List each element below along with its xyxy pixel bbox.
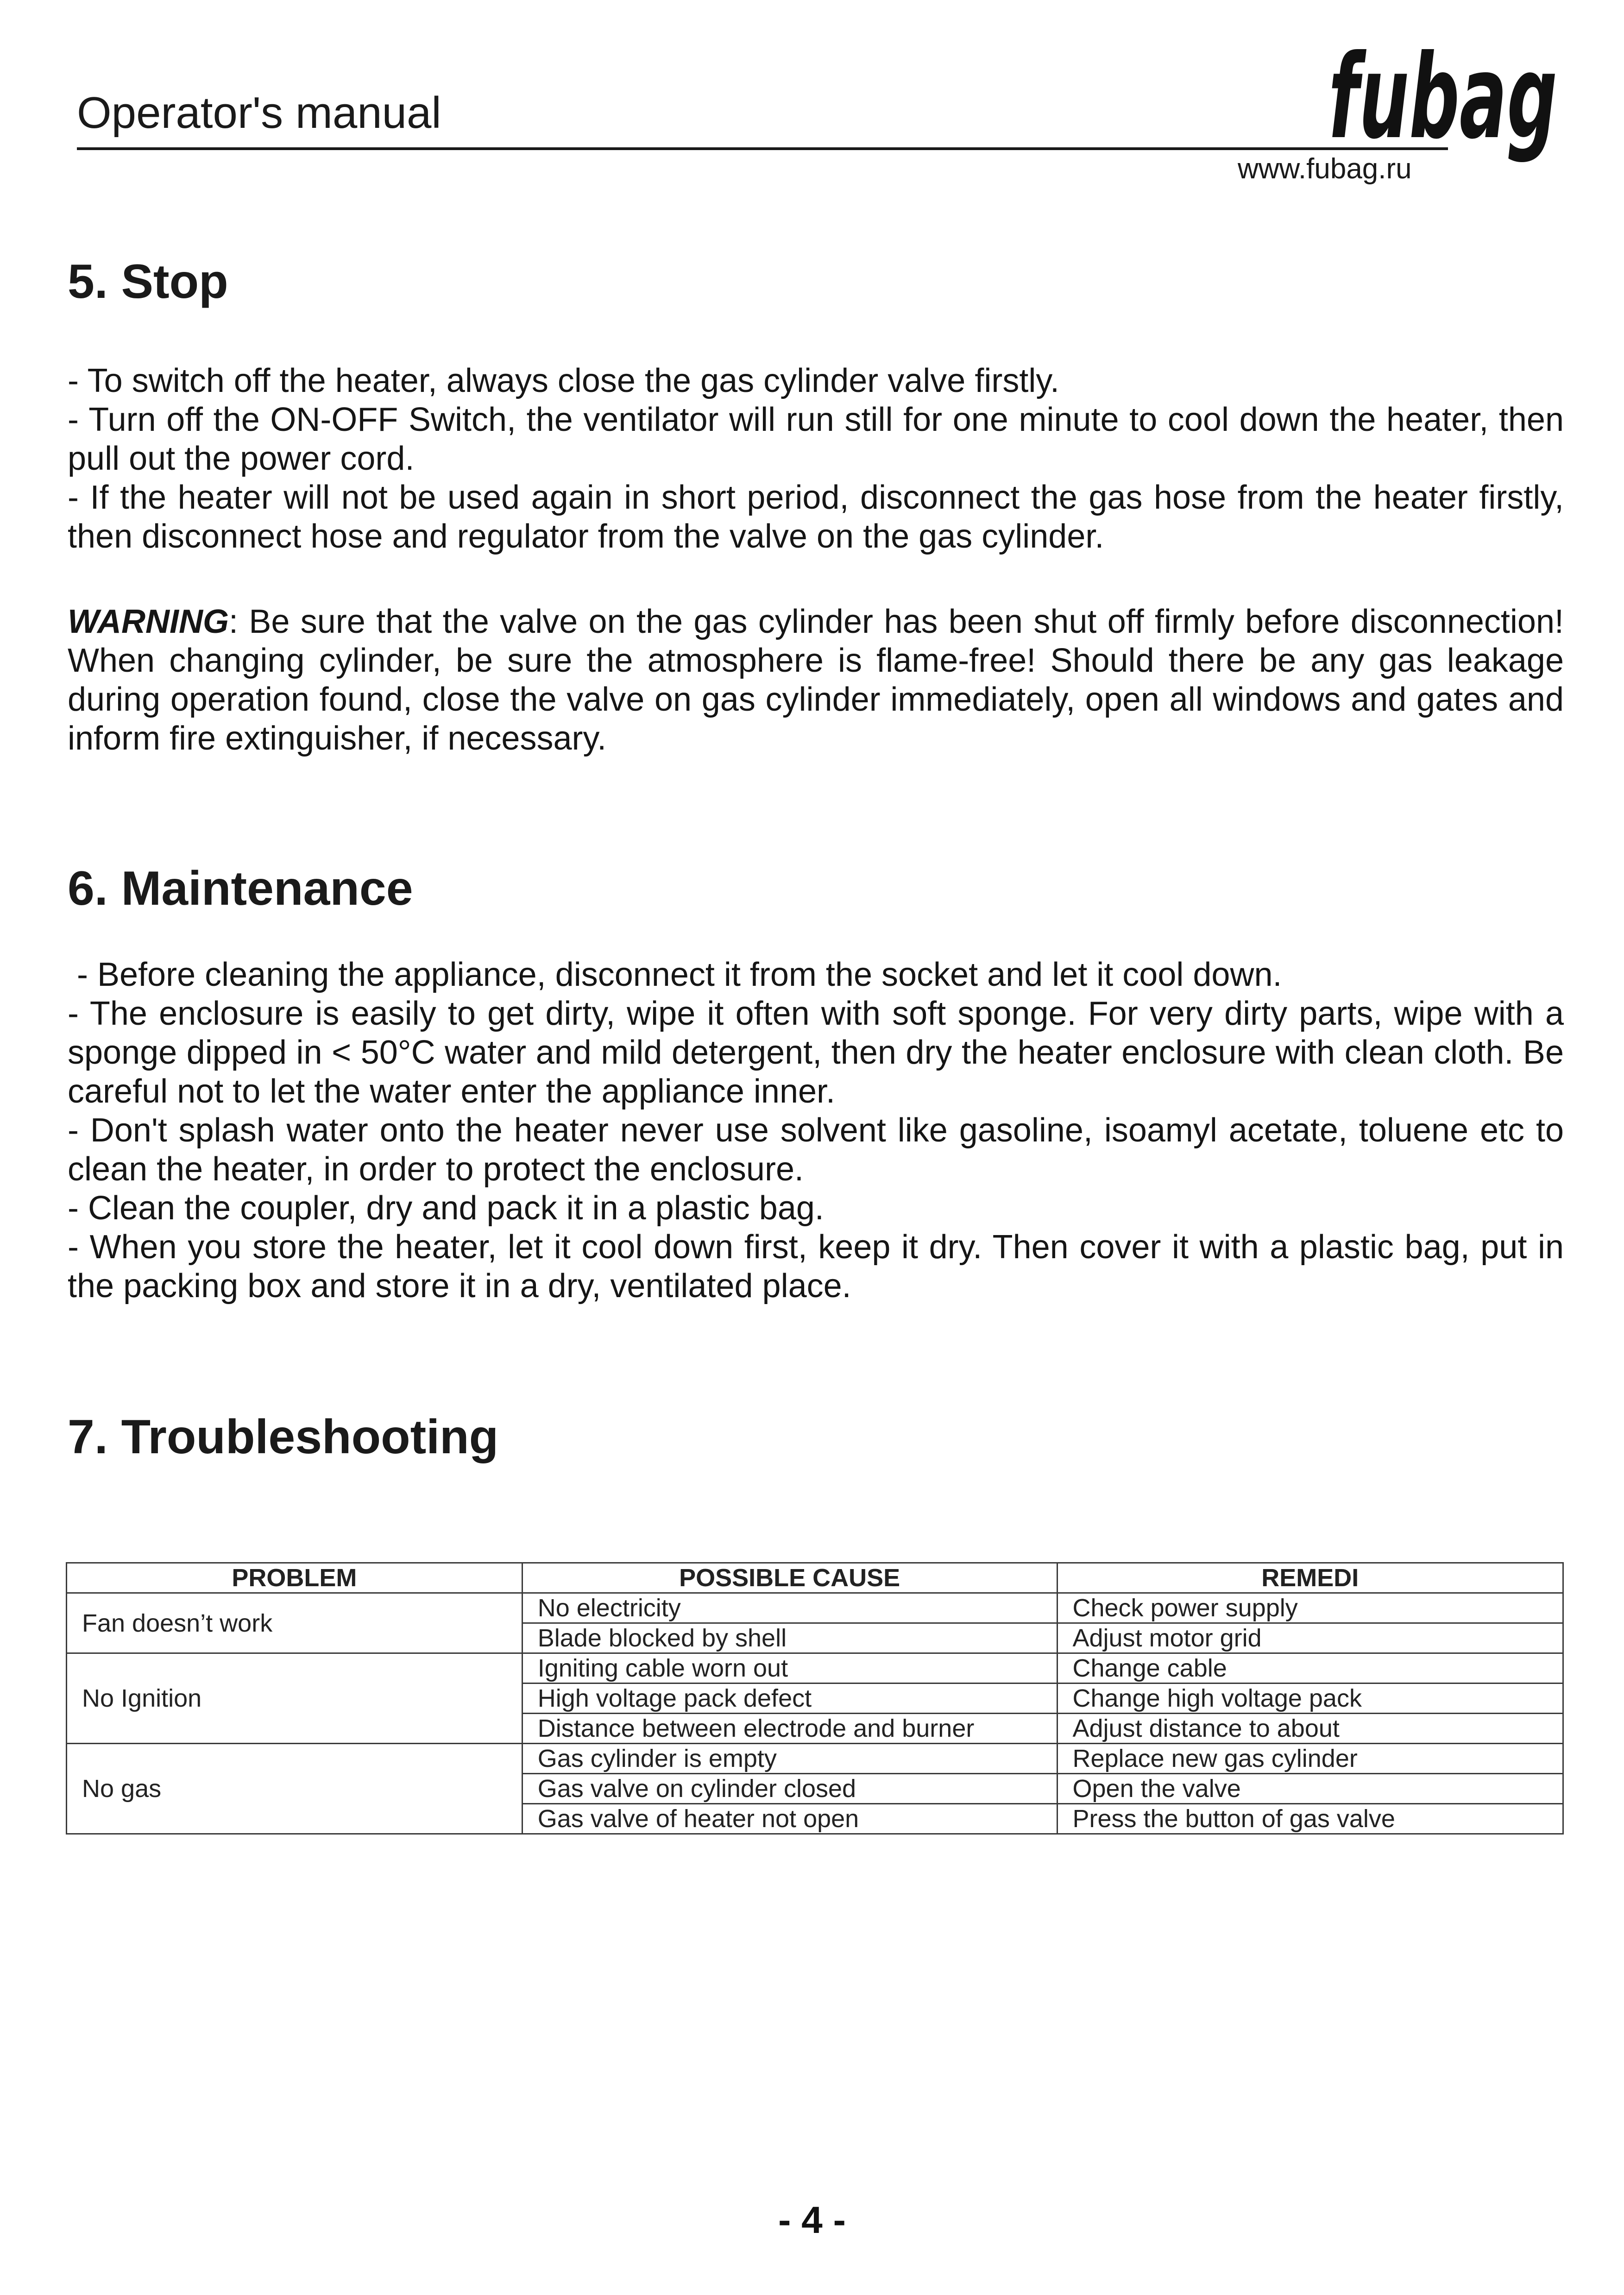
warning-label: WARNING [68,603,229,640]
column-header-problem: PROBLEM [67,1563,522,1593]
maintenance-line: - The enclosure is easily to get dirty, wipe it often with soft sponge. For very dirty parts, wipe with a sponge dipped in < 50°C water and mild detergent, then dry the heater enclosure with clean cloth. Be careful not to let the water enter the appliance inner. [68,995,1564,1110]
cause-cell: Gas valve of heater not open [522,1804,1057,1834]
table-header-row [67,1563,1563,1593]
remedy-cell: Adjust distance to about [1057,1714,1563,1744]
table-row [67,1744,1563,1774]
table-row [67,1653,1563,1683]
maintenance-line: - When you store the heater, let it cool down first, keep it dry. Then cover it with a plastic bag, put in the packing box and store it in a dry, ventilated place. [68,1229,1564,1305]
cause-cell: Gas valve on cylinder closed [522,1774,1057,1804]
cause-cell: Blade blocked by shell [522,1623,1057,1653]
maintenance-line: - Don't splash water onto the heater never use solvent like gasoline, isoamyl acetate, toluene etc to clean the heater, in order to protect the enclosure. [68,1112,1564,1188]
troubleshooting-heading: 7. Troubleshooting [68,1410,499,1464]
remedy-cell: Open the valve [1057,1774,1563,1804]
table-row [67,1593,1563,1623]
page-number: - 4 - [778,2199,846,2241]
remedy-cell: Press the button of gas valve [1057,1804,1563,1834]
problem-cell: No gas [67,1744,522,1834]
column-header-remedy: REMEDI [1057,1563,1563,1593]
remedy-cell: Replace new gas cylinder [1057,1744,1563,1774]
remedy-cell: Adjust motor grid [1057,1623,1563,1653]
stop-line: - Turn off the ON-OFF Switch, the ventilator will run still for one minute to cool down the heater, then pull out the power cord. [68,401,1564,477]
cause-cell: Igniting cable worn out [522,1653,1057,1683]
warning-text: : Be sure that the valve on the gas cylinder has been shut off firmly before disconnection! When changing cylinder, be sure the atmosphere is flame-free! Should there be any gas leakage during operation found, close the valve on gas cylinder immediately, open all windows and gates and inform fire extinguisher, if necessary. [68,603,1564,757]
problem-cell: No Ignition [67,1653,522,1744]
manual-title: Operator's manual [77,88,441,138]
cause-cell: Gas cylinder is empty [522,1744,1057,1774]
fubag-logo [1325,44,1561,165]
stop-instructions [68,361,1564,556]
maintenance-line: - Clean the coupler, dry and pack it in a plastic bag. [68,1190,824,1227]
remedy-cell: Change high voltage pack [1057,1683,1563,1714]
remedy-cell: Change cable [1057,1653,1563,1683]
cause-cell: High voltage pack defect [522,1683,1057,1714]
maintenance-line: - Before cleaning the appliance, disconnect it from the socket and let it cool down. [68,956,1282,993]
column-header-cause: POSSIBLE CAUSE [522,1563,1057,1593]
troubleshooting-table [66,1562,1564,1835]
fubag-logo-text: fubag [1328,44,1557,164]
maintenance-instructions [68,955,1564,1305]
cause-cell: Distance between electrode and burner [522,1714,1057,1744]
stop-line: - To switch off the heater, always close the gas cylinder valve firstly. [68,362,1059,399]
cause-cell: No electricity [522,1593,1057,1623]
stop-line: - If the heater will not be used again in short period, disconnect the gas hose from the heater firstly, then disconnect hose and regulator from the valve on the gas cylinder. [68,479,1564,555]
remedy-cell: Check power supply [1057,1593,1563,1623]
maintenance-heading: 6. Maintenance [68,862,413,915]
warning-paragraph [68,602,1564,758]
header-divider [77,147,1448,150]
problem-cell: Fan doesn’t work [67,1593,522,1653]
website-link[interactable]: www.fubag.ru [1238,153,1412,185]
stop-heading: 5. Stop [68,255,228,309]
